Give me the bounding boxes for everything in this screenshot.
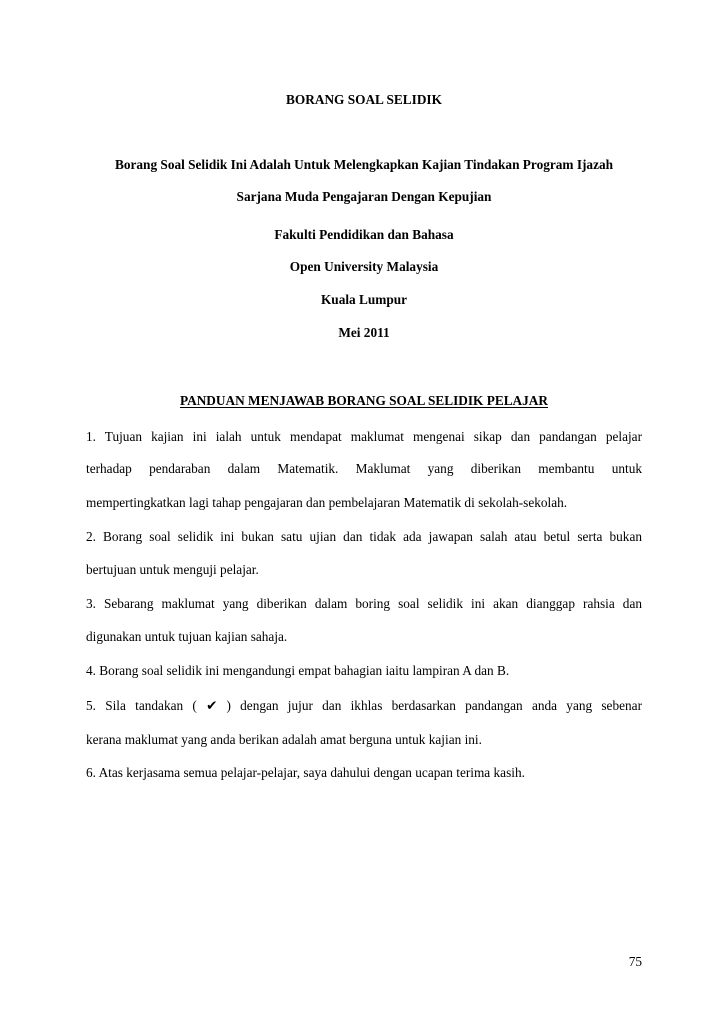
paragraph-line-11: 6. Atas kerjasama semua pelajar-pelajar, saya dahului dengan ucapan terima kasih. [86, 765, 525, 780]
guide-heading: PANDUAN MENJAWAB BORANG SOAL SELIDIK PELAJAR [179, 393, 549, 408]
paragraph-line-9: 5. Sila tandakan ( ✔ ) dengan jujur dan ikhlas berdasarkan pandangan anda yang sebenar [86, 698, 642, 713]
paragraph-line-2: terhadap pendaraban dalam Matematik. Maklumat yang diberikan membantu untuk [86, 461, 642, 476]
intro-line-6: Mei 2011 [338, 325, 390, 340]
intro-line-1: Borang Soal Selidik Ini Adalah Untuk Melengkapkan Kajian Tindakan Program Ijazah [114, 157, 614, 172]
intro-line-2: Sarjana Muda Pengajaran Dengan Kepujian [236, 189, 492, 204]
document-title: BORANG SOAL SELIDIK [286, 92, 442, 107]
paragraph-line-4: 2. Borang soal selidik ini bukan satu ujian dan tidak ada jawapan salah atau betul serta bukan [86, 529, 642, 544]
paragraph-line-8: 4. Borang soal selidik ini mengandungi empat bahagian iaitu lampiran A dan B. [86, 663, 510, 678]
paragraph-line-6: 3. Sebarang maklumat yang diberikan dalam boring soal selidik ini akan dianggap rahsia dan [86, 596, 642, 611]
paragraph-line-1: 1. Tujuan kajian ini ialah untuk mendapat maklumat mengenai sikap dan pandangan pelajar [86, 429, 642, 444]
intro-line-4: Open University Malaysia [289, 259, 439, 274]
paragraph-line-5: bertujuan untuk menguji pelajar. [86, 562, 259, 577]
paragraph-line-7: digunakan untuk tujuan kajian sahaja. [86, 629, 288, 644]
paragraph-line-10: kerana maklumat yang anda berikan adalah amat berguna untuk kajian ini. [86, 732, 482, 747]
paragraph-line-3: mempertingkatkan lagi tahap pengajaran dan pembelajaran Matematik di sekolah-sekolah. [86, 495, 568, 510]
intro-line-5: Kuala Lumpur [320, 292, 408, 307]
intro-line-3: Fakulti Pendidikan dan Bahasa [274, 227, 454, 242]
page-number: 75 [628, 954, 642, 969]
